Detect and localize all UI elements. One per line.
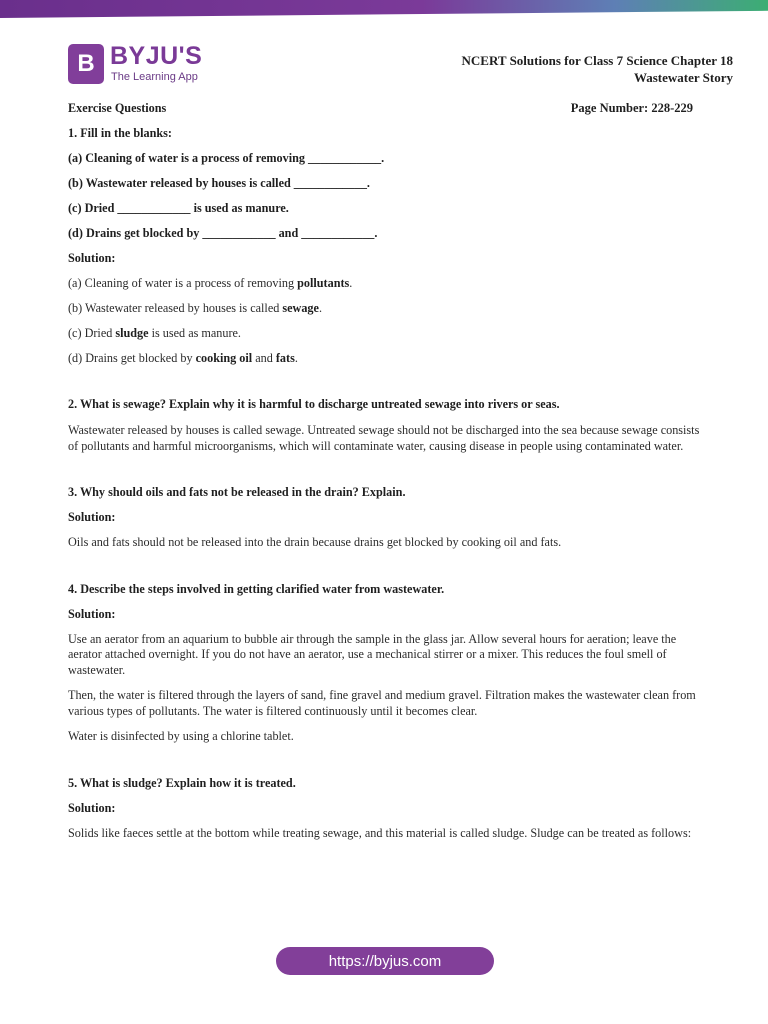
q4-question: 4. Describe the steps involved in getting clarified water from wastewater.: [68, 581, 445, 596]
q5-solution-label: Solution:: [68, 800, 116, 815]
byjus-logo: [68, 44, 268, 88]
q4-paragraph-1: Use an aerator from an aquarium to bubble air through the sample in the glass jar. Allow several hours for aeration; leave the aerator attached overnight. If you do not have an aerator, use a mechanical stirrer or a mixer. This reduces the foul smell of wastewater.: [68, 631, 677, 677]
section-heading: Exercise Questions: [68, 101, 167, 115]
q1-answer-a: (a) Cleaning of water is a process of removing pollutants.: [68, 276, 353, 290]
page-number: Page Number: 228-229: [570, 101, 693, 115]
document-body: [68, 101, 704, 841]
q4-paragraph-2: Then, the water is filtered through the layers of sand, fine gravel and medium gravel. Filtration makes the wastewater clean from various types of pollutants. The water is filtered continuously until it becomes clear.: [68, 688, 696, 718]
q1-question: 1. Fill in the blanks:: [68, 126, 172, 140]
q1-solution-label: Solution:: [68, 251, 116, 265]
q3-solution-label: Solution:: [68, 510, 116, 524]
q1-blank-c: (c) Dried ____________ is used as manure.: [68, 201, 289, 215]
q1-answer-d: (d) Drains get blocked by cooking oil and fats.: [68, 351, 298, 365]
logo-tagline: The Learning App: [111, 71, 198, 83]
q1-answer-c: (c) Dried sludge is used as manure.: [68, 326, 241, 340]
header-stripe: [0, 0, 768, 18]
q1-answer-b: (b) Wastewater released by houses is called sewage.: [68, 301, 322, 315]
q5-answer: Solids like faeces settle at the bottom while treating sewage, and this material is called sludge. Sludge can be treated as follows:: [68, 825, 692, 840]
q1-blank-a: (a) Cleaning of water is a process of removing ____________.: [68, 151, 385, 165]
q5-question: 5. What is sludge? Explain how it is treated.: [68, 775, 296, 790]
document-title: NCERT Solutions for Class 7 Science Chapter 18 Wastewater Story: [461, 53, 733, 85]
website-link[interactable]: [276, 947, 494, 975]
q3-question: 3. Why should oils and fats not be released in the drain? Explain.: [68, 485, 406, 499]
website-url: https://byjus.com: [328, 952, 442, 970]
logo-name: BYJU'S: [110, 42, 203, 70]
q3-answer: Oils and fats should not be released into the drain because drains get blocked by cooking oil and fats.: [68, 535, 562, 549]
q2-question: 2. What is sewage? Explain why it is harmful to discharge untreated sewage into rivers or seas.: [68, 397, 560, 411]
logo-badge-icon: B: [68, 44, 104, 84]
q4-paragraph-3: Water is disinfected by using a chlorine tablet.: [68, 729, 294, 743]
q1-blank-d: (d) Drains get blocked by ____________ and ____________.: [68, 226, 378, 240]
q4-solution-label: Solution:: [68, 606, 116, 621]
q1-blank-b: (b) Wastewater released by houses is called ____________.: [68, 176, 370, 190]
q2-answer: Wastewater released by houses is called sewage. Untreated sewage should not be discharged into the sea because sewage consists of pollutants and harmful microorganisms, which will contaminate water, causing disease in people using contaminated water.: [68, 423, 700, 453]
